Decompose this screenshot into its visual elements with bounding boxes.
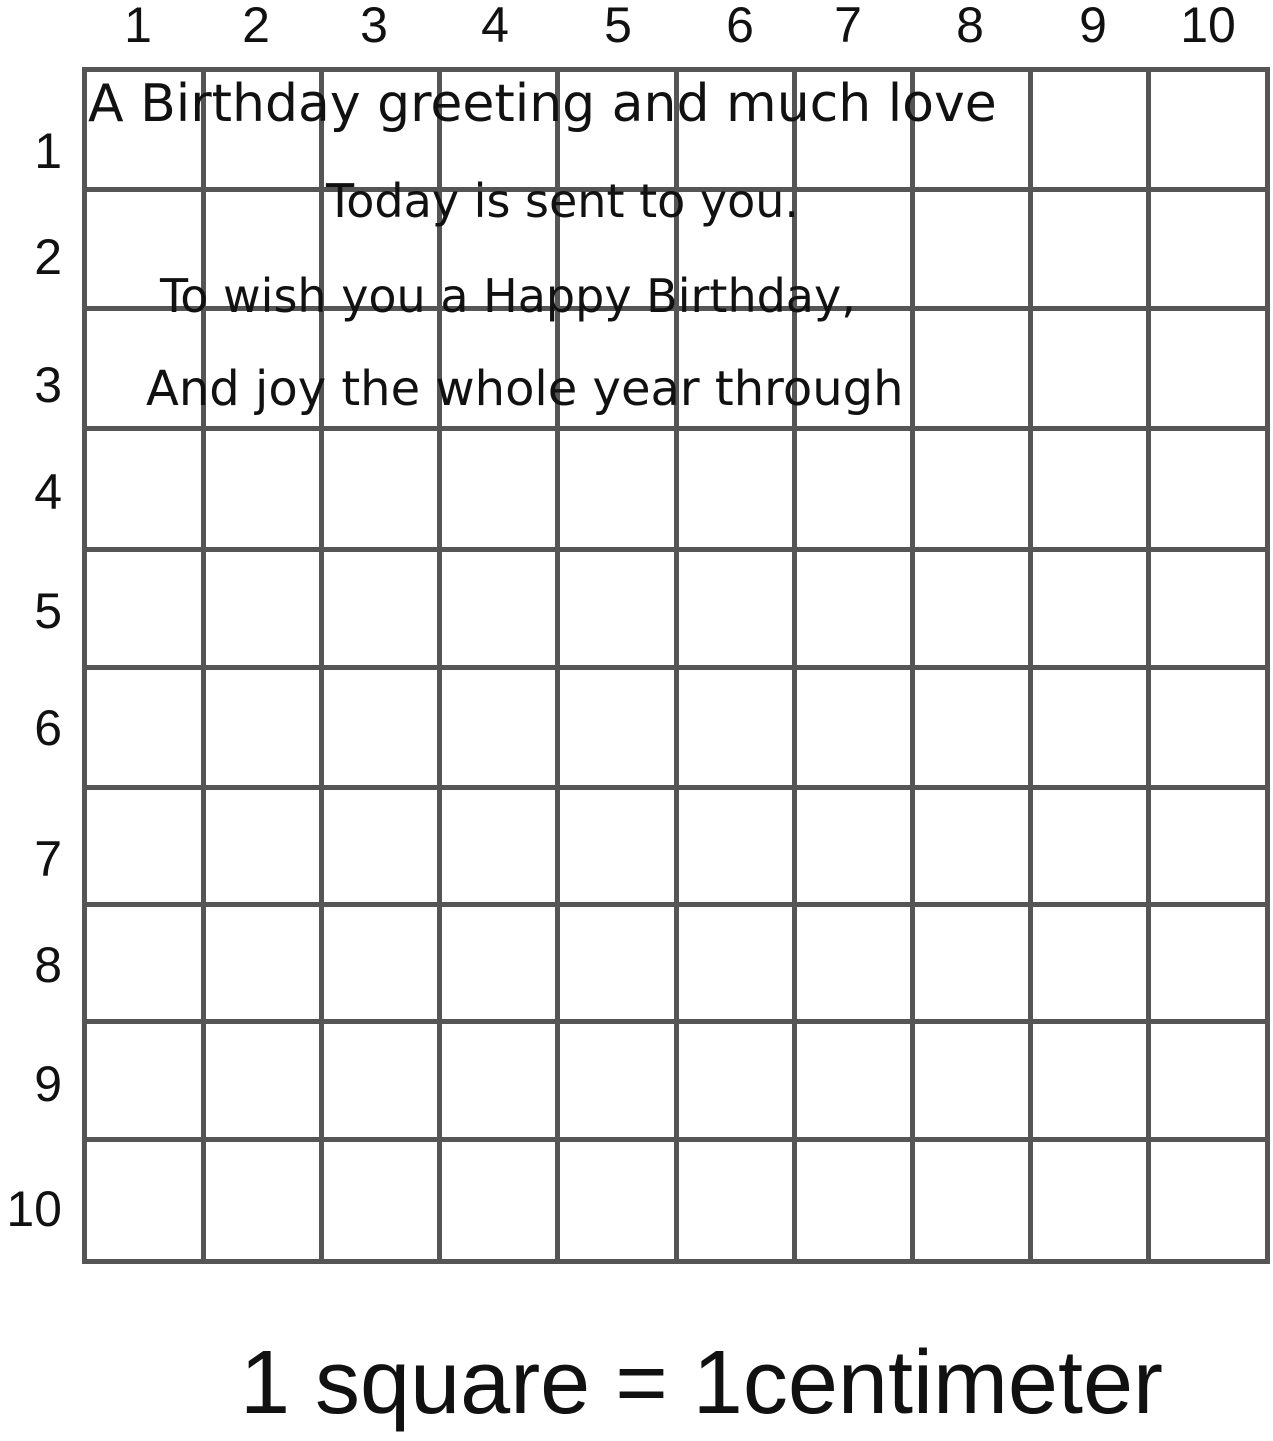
scale-caption: 1 square = 1centimeter xyxy=(239,1333,1164,1433)
column-label: 9 xyxy=(1079,0,1107,53)
row-label: 8 xyxy=(34,937,62,993)
column-label: 8 xyxy=(956,0,984,53)
column-label: 5 xyxy=(604,0,632,53)
grid-line xyxy=(82,785,1270,790)
column-label: 4 xyxy=(481,0,509,53)
row-label: 9 xyxy=(34,1056,62,1112)
column-label: 10 xyxy=(1180,0,1236,53)
poem-line-3: To wish you a Happy Birthday, xyxy=(160,269,856,323)
grid-line xyxy=(82,1137,1270,1142)
row-label: 3 xyxy=(34,357,62,413)
row-label: 4 xyxy=(34,464,62,520)
grid-line xyxy=(82,902,1270,907)
column-label: 3 xyxy=(360,0,388,53)
grid-line xyxy=(82,665,1270,670)
column-label: 7 xyxy=(834,0,862,53)
column-label: 1 xyxy=(124,0,152,53)
row-label: 2 xyxy=(34,229,62,285)
grid-line xyxy=(82,67,1270,72)
grid-line xyxy=(82,547,1270,552)
row-label: 7 xyxy=(34,831,62,887)
row-label: 10 xyxy=(6,1181,62,1237)
grid-line xyxy=(82,1019,1270,1024)
poem-line-4: And joy the whole year through xyxy=(146,361,904,417)
grid-line xyxy=(82,1259,1270,1264)
poem-line-2: Today is sent to you. xyxy=(326,174,800,228)
row-label: 5 xyxy=(34,583,62,639)
column-label: 6 xyxy=(726,0,754,53)
row-label: 6 xyxy=(34,700,62,756)
column-label: 2 xyxy=(242,0,270,53)
row-label: 1 xyxy=(34,123,62,179)
grid-line xyxy=(82,426,1270,431)
poem-line-1: A Birthday greeting and much love xyxy=(88,74,997,134)
